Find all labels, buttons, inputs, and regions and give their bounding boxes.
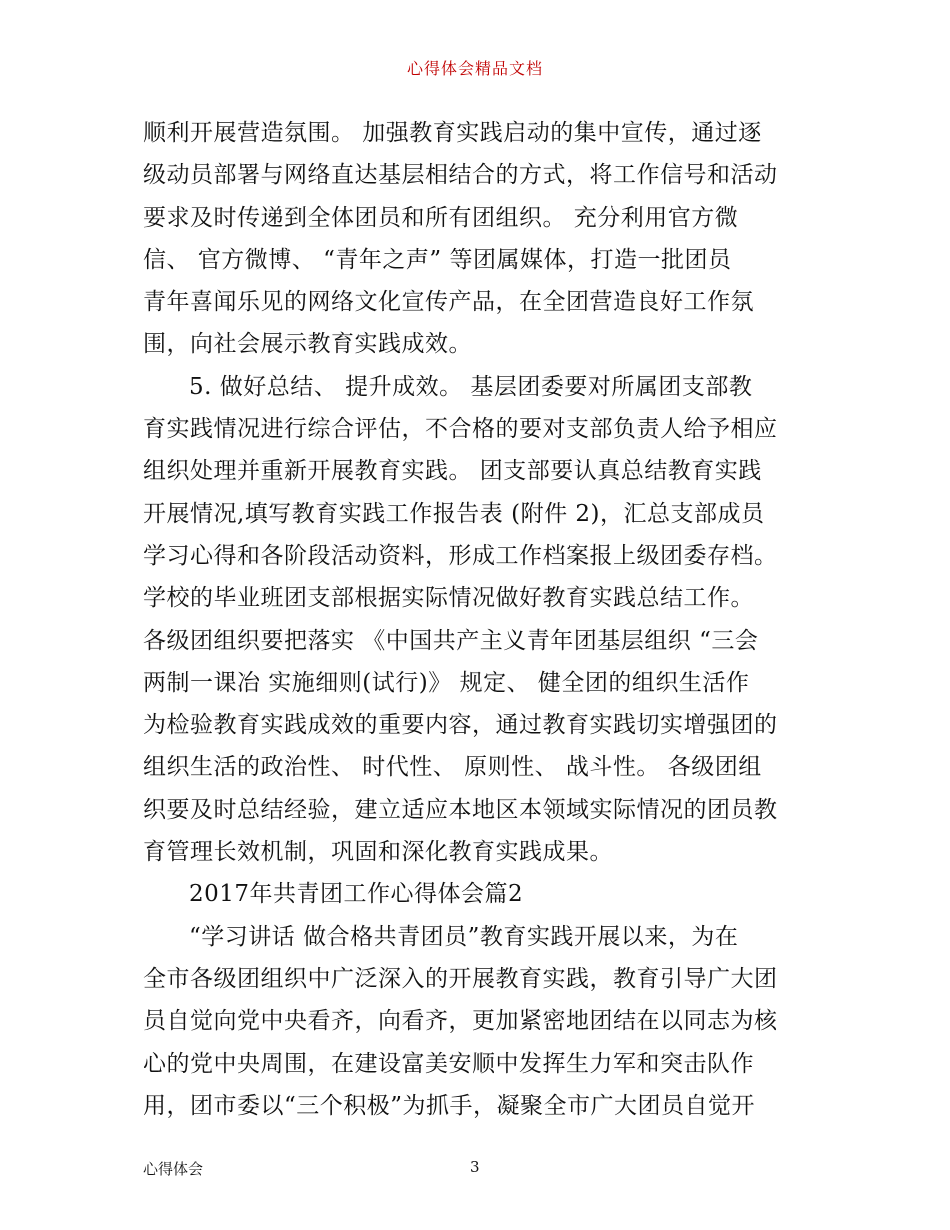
body-text-line: 育实践情况进行综合评估，不合格的要对支部负责人给予相应	[143, 416, 778, 443]
body-text-line: 2017年共青团工作心得体会篇2	[189, 881, 524, 908]
body-text-line: 各级团组织要把落实 《中国共产主义青年团基层组织 “三会	[143, 627, 759, 654]
body-text-line: 学校的毕业班团支部根据实际情况做好教育实践总结工作。	[143, 585, 754, 612]
body-text-line: 全市各级团组织中广泛深入的开展教育实践，教育引导广大团	[143, 965, 778, 992]
document-body	[143, 112, 815, 1127]
page-number: 3	[470, 1158, 480, 1176]
document-header-title: 心得体会精品文档	[406, 59, 543, 78]
body-text-line: 两制一课冶 实施细则(试行)》 规定、 健全团的组织生活作	[143, 669, 750, 696]
body-text-line: 要求及时传递到全体团员和所有团组织。 充分利用官方微	[143, 204, 739, 231]
body-text-line: 开展情况,填写教育实践工作报告表 (附件 2)，汇总支部成员	[143, 500, 765, 527]
body-text-line: 用，团市委以“三个积极”为抓手，凝聚全市广大团员自觉开	[143, 1092, 756, 1119]
body-text-line: 育管理长效机制，巩固和深化教育实践成果。	[143, 839, 613, 866]
body-text-line: 员自觉向党中央看齐，向看齐，更加紧密地团结在以同志为核	[143, 1008, 778, 1035]
body-text-line: 顺利开展营造氛围。 加强教育实践启动的集中宣传，通过逐	[143, 120, 762, 146]
body-text-line: “学习讲话 做合格共青团员”教育实践开展以来，为在	[189, 923, 739, 950]
body-text-line: 学习心得和各阶段活动资料，形成工作档案报上级团委存档。	[143, 542, 778, 569]
body-text-line: 信、 官方微博、 “青年之声” 等团属媒体，打造一批团员	[143, 246, 732, 273]
body-text-line: 组织处理并重新开展教育实践。 团支部要认真总结教育实践	[143, 458, 762, 485]
body-text-line: 织要及时总结经验，建立适应本地区本领域实际情况的团员教	[143, 796, 778, 823]
body-text-line: 组织生活的政治性、 时代性、 原则性、 战斗性。 各级团组	[143, 754, 762, 781]
body-text-line: 5. 做好总结、 提升成效。 基层团委要对所属团支部教	[189, 373, 753, 400]
body-text-line: 级动员部署与网络直达基层相结合的方式，将工作信号和活动	[143, 162, 778, 189]
body-text-line: 青年喜闻乐见的网络文化宣传产品，在全团营造良好工作氛	[143, 289, 754, 316]
body-text-line: 为检验教育实践成效的重要内容，通过教育实践切实增强团的	[143, 712, 778, 739]
footer-label: 心得体会	[143, 1160, 204, 1178]
body-text-line: 围，向社会展示教育实践成效。	[143, 331, 472, 358]
body-text-line: 心的党中央周围，在建设富美安顺中发挥生力军和突击队作	[143, 1050, 754, 1077]
